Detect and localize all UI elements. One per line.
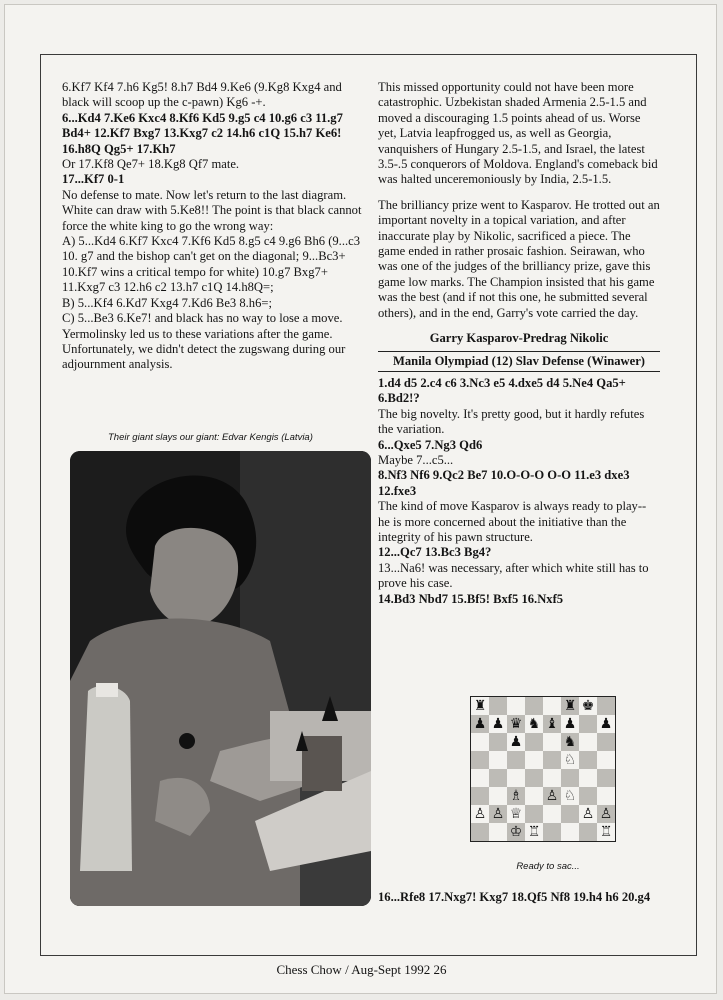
board-square: ♟ — [561, 715, 579, 733]
board-square — [507, 697, 525, 715]
photo-caption: Their giant slays our giant: Edvar Kengis (Latvia) — [108, 432, 313, 443]
game-comment: Maybe 7...c5... — [378, 452, 454, 467]
game-moves: 8.Nf3 Nf6 9.Qc2 Be7 10.O-O-O O-O 11.e3 dxe3 12.fxe3 — [378, 468, 630, 498]
board-square: ♟ — [507, 733, 525, 751]
board-square — [597, 733, 615, 751]
left-paragraph: No defense to mate. Now let's return to the last diagram. White can draw with 5.Ke8!! The point is that black cannot force the white king to go the wrong way: — [62, 187, 362, 233]
board-square — [561, 823, 579, 841]
board-square — [543, 751, 561, 769]
board-square: ♙ — [471, 805, 489, 823]
game-comment: The kind of move Kasparov is always ready to play-- he is more concerned about the initiative than the integrity of his pawn structure. — [378, 499, 647, 544]
board-square — [471, 733, 489, 751]
game-comment: The big novelty. It's pretty good, but it hardly refutes the variation. — [378, 406, 645, 437]
board-square: ♜ — [471, 697, 489, 715]
game-header-rule — [378, 371, 660, 372]
board-square — [471, 769, 489, 787]
board-square: ♟ — [471, 715, 489, 733]
board-square: ♟ — [489, 715, 507, 733]
board-square: ♘ — [561, 751, 579, 769]
game-moves: 6...Qxe5 7.Ng3 Qd6 — [378, 437, 483, 452]
board-square: ♞ — [561, 733, 579, 751]
left-column — [62, 80, 364, 373]
board-square — [489, 697, 507, 715]
board-square — [489, 769, 507, 787]
board-square: ♚ — [579, 697, 597, 715]
board-square — [579, 823, 597, 841]
board-square — [525, 769, 543, 787]
tournament-summary-paragraph: This missed opportunity could not have been more catastrophic. Uzbekistan shaded Armenia 2.5-1.5 and moved a discouraging 1.5 points ahead of us. Worse yet, Latvia leapfrogged us, as well as Georgia, vanquishers of Hungary 2.5-1.5, and Israel, the latest 3.5-.5 conquerors of Moldova. England's comeback bid was halted unceremoniously by India, 2.5-1.5. — [378, 80, 658, 187]
game-moves: 14.Bd3 Nbd7 15.Bf5! Bxf5 16.Nxf5 — [378, 591, 564, 606]
board-square: ♗ — [507, 787, 525, 805]
player-photo — [70, 451, 371, 906]
board-square: ♘ — [561, 787, 579, 805]
left-paragraph: Or 17.Kf8 Qe7+ 18.Kg8 Qf7 mate. — [62, 157, 240, 172]
left-paragraph: B) 5...Kf4 6.Kd7 Kxg4 7.Kd6 Be3 8.h6=; — [62, 295, 272, 310]
game-players: Garry Kasparov-Predrag Nikolic — [429, 331, 609, 346]
board-square — [471, 787, 489, 805]
board-square — [543, 769, 561, 787]
board-square — [489, 787, 507, 805]
board-square — [579, 733, 597, 751]
board-square: ♟ — [597, 715, 615, 733]
board-square: ♕ — [507, 805, 525, 823]
board-square: ♖ — [525, 823, 543, 841]
board-square: ♙ — [579, 805, 597, 823]
board-square: ♞ — [525, 715, 543, 733]
board-square: ♝ — [543, 715, 561, 733]
board-square — [507, 751, 525, 769]
board-square: ♔ — [507, 823, 525, 841]
left-paragraph: C) 5...Be3 6.Ke7! and black has no way to lose a move. Yermolinsky led us to these variations after the game. Unfortunately, we didn't detect the zugswang during our adjournment analysis. — [62, 311, 346, 372]
board-square — [543, 823, 561, 841]
page-footer: Chess Chow / Aug-Sept 1992 26 — [276, 962, 447, 977]
diagram-caption: Ready to sac... — [516, 861, 580, 872]
game-header-rule — [378, 351, 660, 352]
board-square — [597, 751, 615, 769]
board-square: ♙ — [489, 805, 507, 823]
board-square: ♖ — [597, 823, 615, 841]
board-square — [579, 769, 597, 787]
board-square — [597, 769, 615, 787]
board-square: ♛ — [507, 715, 525, 733]
board-square — [471, 823, 489, 841]
board-square — [525, 805, 543, 823]
board-square: ♜ — [561, 697, 579, 715]
board-square — [489, 751, 507, 769]
left-paragraph: 6...Kd4 7.Ke6 Kxc4 8.Kf6 Kd5 9.g5 c4 10.g6 c3 11.g7 Bd4+ 12.Kf7 Bxg7 13.Kxg7 c2 14.h6 c1Q 15.h7 Ke6! 16.h8Q Qg5+ 17.Kh7 — [62, 110, 343, 156]
board-square — [561, 805, 579, 823]
board-square — [525, 733, 543, 751]
left-paragraph: 6.Kf7 Kf4 7.h6 Kg5! 8.h7 Bd4 9.Ke6 (9.Kg8 Kxg4 and black will scoop up the c-pawn) Kg6 -+. — [62, 80, 342, 110]
board-square — [507, 769, 525, 787]
chess-board — [470, 696, 616, 842]
board-square — [597, 787, 615, 805]
board-square — [579, 787, 597, 805]
game-moves: 1.d4 d5 2.c4 c6 3.Nc3 e5 4.dxe5 d4 5.Ne4 Qa5+ 6.Bd2!? — [378, 375, 626, 406]
board-square — [543, 733, 561, 751]
board-square — [525, 751, 543, 769]
game-comment: 13...Na6! was necessary, after which white still has to prove his case. — [378, 560, 649, 591]
board-square — [579, 715, 597, 733]
left-paragraph: 17...Kf7 0-1 — [62, 172, 125, 187]
board-square — [489, 733, 507, 751]
board-square — [543, 805, 561, 823]
board-square — [471, 751, 489, 769]
game-moves: 12...Qc7 13.Bc3 Bg4? — [378, 545, 492, 560]
board-square — [597, 697, 615, 715]
board-square — [579, 751, 597, 769]
board-square — [525, 787, 543, 805]
right-column — [378, 80, 660, 607]
board-square: ♙ — [543, 787, 561, 805]
game-annotation — [378, 376, 660, 607]
chess-diagram — [470, 696, 620, 842]
game-event: Manila Olympiad (12) Slav Defense (Winawer) — [393, 353, 645, 368]
left-paragraph: A) 5...Kd4 6.Kf7 Kxc4 7.Kf6 Kd5 8.g5 c4 9.g6 Bh6 (9...c3 10. g7 and the bishop can't get on the diagonal; 9...Bc3+ 10.Kf7 wins a critical tempo for white) 10.g7 Bxg7+ 11.Kxg7 c3 12.h6 c2 13.h7 c1Q 14.h8Q=; — [62, 234, 361, 295]
board-square — [561, 769, 579, 787]
brilliancy-prize-paragraph: The brilliancy prize went to Kasparov. He trotted out an important novelty in a topical variation, and after inaccurate play by Nikolic, sacrificed a piece. The game ended in rather prosaic fashion. Seirawan, who was one of the judges of the brilliancy prize, gave this game low marks. The Champion insisted that his game was the best (and if not this one, he submitted several others), and in the end, Garry's vote carried the day. — [378, 197, 660, 320]
board-square — [489, 823, 507, 841]
board-square — [525, 697, 543, 715]
board-square: ♙ — [597, 805, 615, 823]
board-square — [543, 697, 561, 715]
continuation-moves: 16...Rfe8 17.Nxg7! Kxg7 18.Qf5 Nf8 19.h4 h6 20.g4 — [378, 890, 651, 904]
